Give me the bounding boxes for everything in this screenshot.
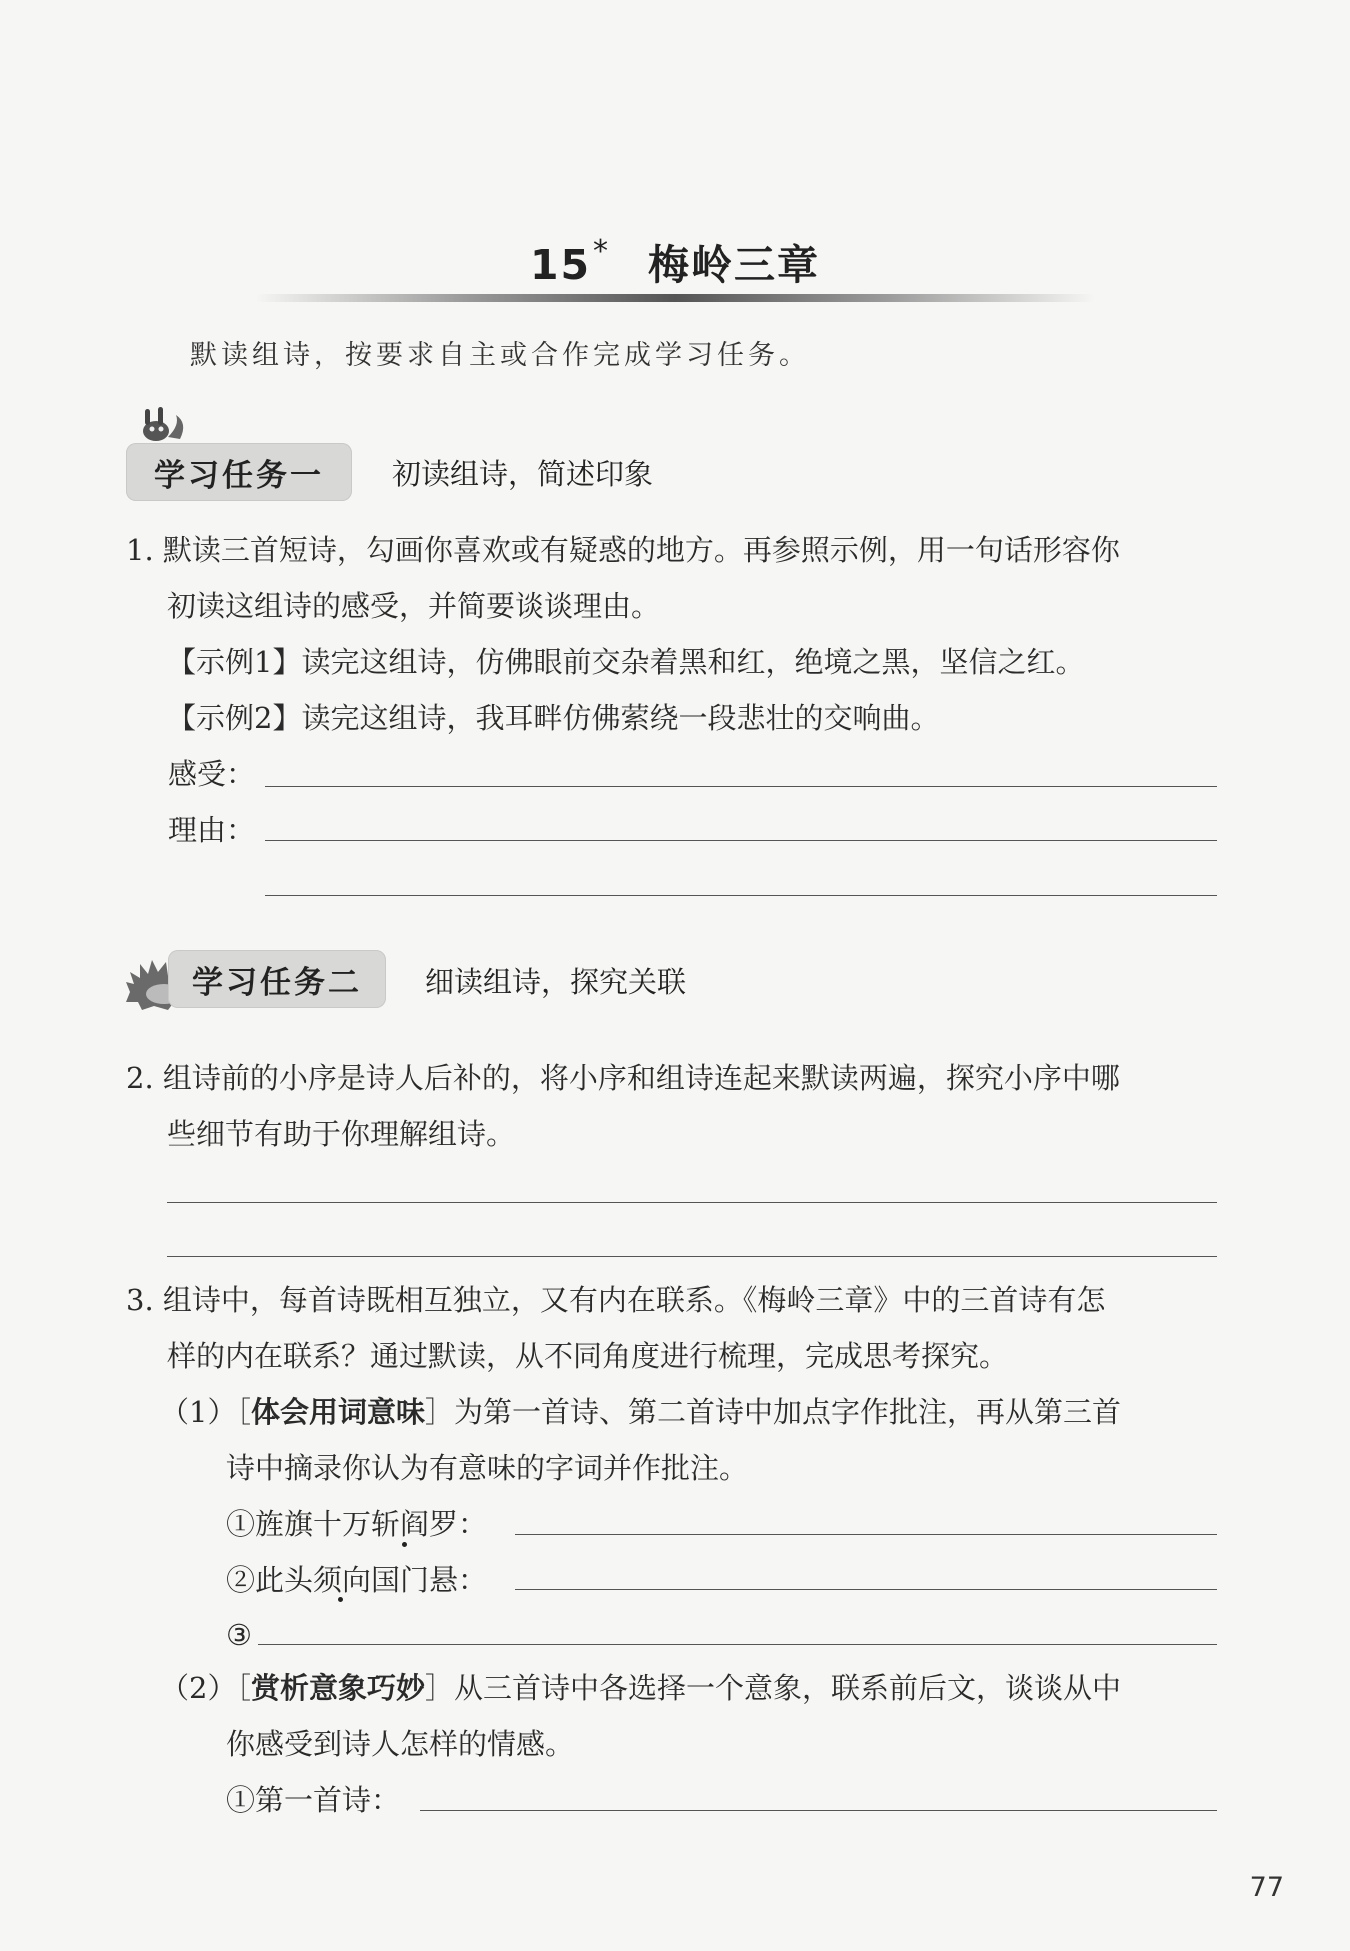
example1: 【示例1】读完这组诗，仿佛眼前交杂着黑和红，绝境之黑，坚信之红。 [167, 645, 1085, 679]
subquestion1-text: ］为第一首诗、第二首诗中加点字作批注，再从第三首 [424, 1395, 1121, 1429]
question1-line1: 1. 默读三首短诗，勾画你喜欢或有疑惑的地方。再参照示例，用一句话形容你 [126, 533, 1120, 567]
feeling-answer-line[interactable] [265, 786, 1217, 787]
subquestion2-line2: 你感受到诗人怎样的情感。 [226, 1727, 575, 1761]
reason-label: 理由： [168, 813, 256, 847]
subquestion2-item1-answer-line[interactable] [420, 1810, 1217, 1811]
subquestion1-item3-label: ③ [226, 1618, 252, 1652]
subquestion2-item1-label: ①第一首诗： [226, 1783, 401, 1817]
example2: 【示例2】读完这组诗，我耳畔仿佛萦绕一段悲壮的交响曲。 [167, 701, 940, 735]
task2-description: 细读组诗，探究关联 [425, 965, 687, 999]
lesson-number: 15 [529, 241, 592, 289]
feeling-label: 感受： [168, 757, 256, 791]
subquestion1-item1-answer-line[interactable] [515, 1534, 1217, 1535]
question2-line1: 2. 组诗前的小序是诗人后补的，将小序和组诗连起来默读两遍，探究小序中哪 [126, 1061, 1120, 1095]
question2-answer-line-2[interactable] [167, 1256, 1217, 1257]
subquestion1-tag: 体会用词意味 [250, 1395, 425, 1429]
lesson-name: 梅岭三章 [648, 241, 821, 289]
question1-line2: 初读这组诗的感受，并简要谈谈理由。 [167, 589, 661, 623]
question2-line2: 些细节有助于你理解组诗。 [167, 1117, 516, 1151]
subquestion2-text: ］从三首诗中各选择一个意象，联系前后文，谈谈从中 [424, 1671, 1121, 1705]
subquestion1-item1-label: ①旌旗十万斩阎罗： [226, 1507, 488, 1541]
question3-line1: 3. 组诗中，每首诗既相互独立，又有内在联系。《梅岭三章》中的三首诗有怎 [126, 1283, 1106, 1317]
task2-badge: 学习任务二 [168, 950, 386, 1008]
subquestion1-line1 [160, 1384, 1121, 1440]
lesson-title [0, 232, 1350, 291]
reason-answer-line-2[interactable] [265, 895, 1217, 896]
subquestion1-item2-answer-line[interactable] [515, 1589, 1217, 1590]
subquestion1-item3-answer-line[interactable] [258, 1644, 1217, 1645]
subquestion2-tag: 赏析意象巧妙 [250, 1671, 425, 1705]
subquestion1-item2-label: ②此头须向国门悬： [226, 1563, 488, 1597]
task1-description: 初读组诗，简述印象 [392, 457, 654, 491]
subquestion2-prefix: （2）［ [160, 1671, 251, 1705]
task1-badge: 学习任务一 [126, 443, 352, 501]
subquestion2-line1 [160, 1660, 1121, 1716]
emphasis-dot-zhan [402, 1542, 407, 1547]
emphasis-dot-xu [338, 1597, 343, 1602]
subquestion1-line2: 诗中摘录你认为有意味的字词并作批注。 [226, 1451, 749, 1485]
animal-mascot-icon [136, 403, 192, 443]
question3-line2: 样的内在联系？通过默读，从不同角度进行梳理，完成思考探究。 [167, 1339, 1009, 1373]
question2-answer-line-1[interactable] [167, 1202, 1217, 1203]
title-underline [255, 294, 1095, 302]
reason-answer-line-1[interactable] [265, 840, 1217, 841]
page-number: 77 [1249, 1872, 1284, 1903]
subquestion1-prefix: （1）［ [160, 1395, 251, 1429]
optional-star: * [593, 234, 611, 269]
intro-text: 默读组诗，按要求自主或合作完成学习任务。 [190, 340, 810, 371]
